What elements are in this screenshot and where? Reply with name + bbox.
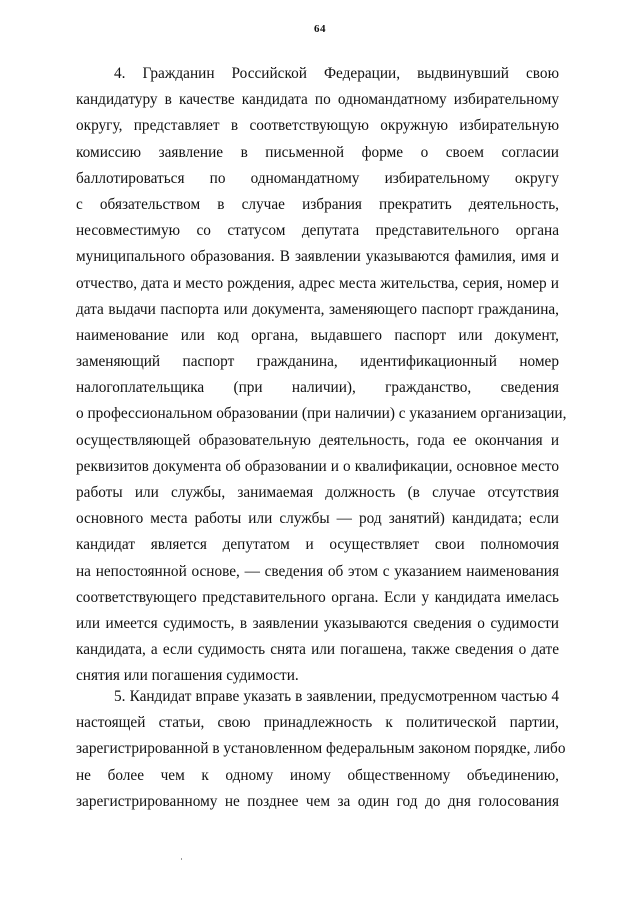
paragraph-4-line: реквизитов документа об образовании и о квалификации, основное место — [76, 457, 559, 475]
paragraph-4-line: на непостоянной основе, — сведения об этом с указанием наименования — [76, 562, 559, 580]
paragraph-4-line: налогоплательщика (при наличии), гражданство, сведения — [76, 379, 559, 397]
paragraph-4-line: о профессиональном образовании (при наличии) с указанием организации, — [76, 405, 567, 423]
paragraph-4 — [76, 61, 567, 690]
paragraph-4-line: кандидата, а если судимость снята или погашена, также сведения о дате — [76, 641, 559, 659]
paragraph-4-line: работы или службы, занимаемая должность (в случае отсутствия — [76, 484, 559, 501]
paragraph-4-line: кандидатуру в качестве кандидата по одномандатному избирательному — [76, 91, 559, 109]
paragraph-4-line: 4. Гражданин Российской Федерации, выдвинувший свою — [114, 65, 559, 82]
paragraph-5-line: зарегистрированной в установленном федеральным законом порядке, либо — [76, 740, 566, 758]
paragraph-5-line: зарегистрированному не позднее чем за один год до дня голосования — [76, 792, 559, 810]
paragraph-4-line: баллотироваться по одномандатному избирательному округу — [76, 169, 559, 187]
paragraph-5-line: 5. Кандидат вправе указать в заявлении, предусмотренном частью 4 — [114, 688, 559, 705]
paragraph-4-line: муниципального образования. В заявлении указываются фамилия, имя и — [76, 248, 559, 266]
paragraph-5 — [76, 684, 566, 815]
paragraph-4-line: основного места работы или службы — род занятий) кандидата; если — [76, 510, 559, 528]
paragraph-4-line: соответствующего представительного органа. Если у кандидата имелась — [76, 588, 559, 606]
paragraph-4-line: отчество, дата и место рождения, адрес места жительства, серия, номер и — [76, 274, 559, 292]
paragraph-4-line: несовместимую со статусом депутата представительного органа — [76, 222, 559, 240]
paragraph-4-line: или имеется судимость, в заявлении указываются сведения о судимости — [76, 614, 559, 632]
paragraph-4-line: комиссию заявление в письменной форме о своем согласии — [76, 143, 559, 161]
paragraph-5-line: настоящей статьи, свою принадлежность к политической партии, — [76, 714, 559, 732]
paragraph-4-line: кандидат является депутатом и осуществляет свои полномочия — [76, 536, 559, 554]
paragraph-4-line: наименование или код органа, выдавшего паспорт или документ, — [76, 326, 559, 344]
paragraph-4-line: заменяющий паспорт гражданина, идентификационный номер — [76, 353, 559, 371]
paragraph-4-line: округу, представляет в соответствующую окружную избирательную — [76, 117, 559, 135]
paragraph-4-line: дата выдачи паспорта или документа, заменяющего паспорт гражданина, — [76, 300, 559, 318]
page-number: 64 — [314, 23, 326, 35]
scan-artifact-dot — [181, 858, 182, 860]
paragraph-5-line: не более чем к одному иному общественному объединению, — [76, 766, 559, 784]
paragraph-4-line: с обязательством в случае избрания прекратить деятельность, — [76, 195, 559, 213]
paragraph-4-line: осуществляющей образовательную деятельность, года ее окончания и — [76, 431, 559, 449]
paragraph-4-line: снятия или погашения судимости. — [76, 667, 299, 685]
